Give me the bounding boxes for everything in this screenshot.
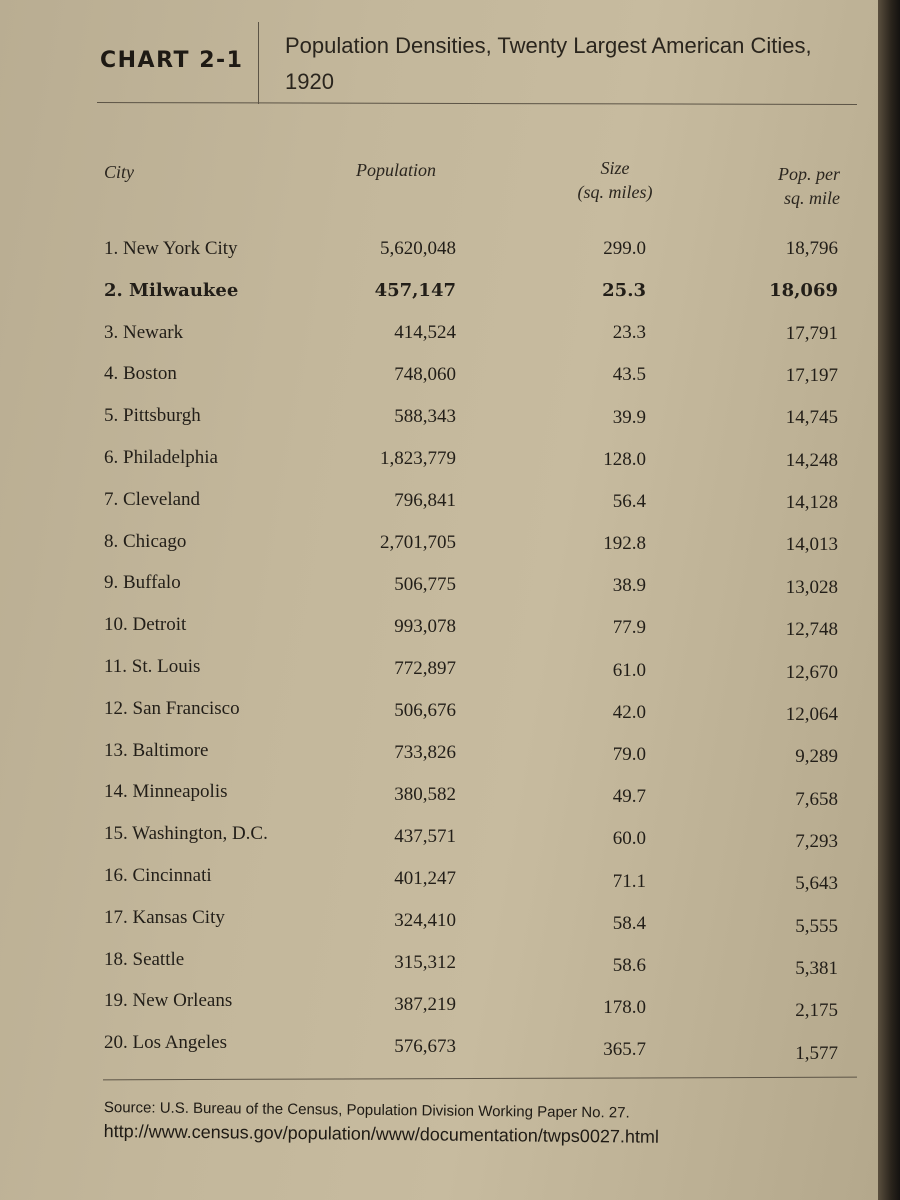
density-value: 5,643: [795, 873, 838, 895]
table-row: [0, 988, 878, 1022]
table-row: [0, 947, 878, 977]
city-name: 13. Baltimore: [104, 739, 209, 761]
size-value: 71.1: [612, 870, 646, 892]
size-value: 128.0: [603, 448, 646, 470]
size-value: 365.7: [603, 1039, 646, 1061]
density-value: 12,064: [785, 703, 838, 725]
population-value: 437,571: [394, 825, 456, 847]
density-value: 7,658: [795, 788, 838, 810]
population-value: 506,676: [394, 699, 456, 721]
city-name: 1. New York City: [104, 238, 238, 259]
density-value: 18,069: [769, 280, 838, 302]
size-value: 49.7: [612, 786, 646, 808]
column-header-size-line2: (sq. miles): [577, 182, 653, 202]
chart-title-line2: 1920: [285, 69, 334, 94]
table-row: [0, 278, 878, 308]
population-value: 401,247: [394, 867, 456, 889]
size-value: 38.9: [612, 575, 646, 597]
population-value: 576,673: [394, 1035, 456, 1057]
city-name: 20. Los Angeles: [104, 1032, 227, 1054]
density-value: 14,128: [785, 492, 838, 514]
population-value: 1,823,779: [380, 447, 456, 469]
size-value: 56.4: [612, 490, 646, 512]
population-value: 5,620,048: [380, 238, 456, 259]
density-value: 5,555: [795, 915, 838, 937]
table-row: [0, 570, 878, 600]
density-value: 12,670: [785, 661, 838, 683]
column-header-density-line2: sq. mile: [784, 188, 840, 208]
population-value: 380,582: [394, 783, 456, 805]
book-spine-shadow: [878, 0, 900, 1200]
city-name: 5. Pittsburgh: [104, 405, 201, 427]
population-value: 588,343: [394, 405, 456, 427]
size-value: 61.0: [612, 659, 646, 681]
population-value: 506,775: [394, 573, 456, 595]
table-row: [0, 654, 878, 684]
table-row: [0, 821, 878, 851]
table-row: [0, 236, 878, 266]
size-value: 192.8: [603, 533, 646, 555]
population-value: 796,841: [394, 489, 456, 511]
population-value: 324,410: [394, 909, 456, 931]
city-name: 8. Chicago: [104, 530, 187, 552]
source-note: [104, 1097, 864, 1151]
population-value: 414,524: [394, 321, 456, 343]
table-row: [0, 779, 878, 809]
population-value: 772,897: [394, 657, 456, 679]
city-name: 11. St. Louis: [104, 656, 201, 677]
size-value: 58.6: [612, 954, 646, 976]
city-name: 19. New Orleans: [104, 990, 233, 1012]
table-row: [0, 905, 878, 935]
table-row: [0, 863, 878, 893]
size-value: 39.9: [612, 406, 646, 428]
table-row: [0, 738, 878, 768]
size-value: 79.0: [612, 743, 646, 765]
column-header-population: Population: [356, 160, 436, 180]
density-value: 2,175: [795, 1000, 838, 1022]
population-value: 2,701,705: [380, 531, 456, 553]
city-name: 9. Buffalo: [104, 572, 181, 594]
table-row: [0, 696, 878, 726]
size-value: 178.0: [603, 996, 646, 1018]
column-header-city: City: [104, 162, 134, 182]
table-row: [0, 445, 878, 475]
density-value: 13,028: [785, 576, 838, 598]
city-name: 6. Philadelphia: [104, 447, 218, 468]
city-name: 14. Minneapolis: [104, 781, 228, 803]
size-value: 43.5: [612, 364, 646, 386]
density-value: 5,381: [795, 957, 838, 979]
table-row: [0, 361, 878, 391]
chart-label: CHART 2-1: [100, 48, 244, 73]
table-row: [0, 612, 878, 642]
density-value: 12,748: [785, 619, 838, 641]
city-name: 12. San Francisco: [104, 697, 240, 719]
table-row: [0, 1030, 878, 1064]
density-value: 9,289: [795, 746, 838, 768]
density-value: 18,796: [785, 238, 838, 259]
table-row: [0, 529, 878, 559]
size-value: 23.3: [612, 322, 646, 344]
density-value: 1,577: [795, 1042, 838, 1064]
city-name: 7. Cleveland: [104, 488, 201, 510]
population-value: 733,826: [394, 741, 456, 763]
density-value: 17,197: [785, 365, 838, 387]
population-value: 315,312: [394, 951, 456, 973]
city-name: 16. Cincinnati: [104, 865, 212, 886]
density-value: 17,791: [785, 322, 838, 344]
city-name: 3. Newark: [104, 321, 184, 343]
density-value: 14,745: [785, 407, 838, 429]
population-value: 387,219: [394, 993, 456, 1015]
size-value: 77.9: [612, 617, 646, 639]
city-name: 17. Kansas City: [104, 906, 225, 928]
population-value: 748,060: [394, 363, 456, 385]
size-value: 58.4: [612, 912, 646, 934]
size-value: 42.0: [612, 701, 646, 723]
city-name: 4. Boston: [104, 363, 177, 385]
size-value: 25.3: [602, 280, 646, 302]
table-row: [0, 487, 878, 517]
population-value: 457,147: [374, 279, 456, 301]
column-header-density-line1: Pop. per: [778, 164, 840, 184]
density-value: 14,248: [785, 449, 838, 471]
city-name: 15. Washington, D.C.: [104, 823, 268, 845]
size-value: 60.0: [612, 828, 646, 850]
source-url: http://www.census.gov/population/www/documentation/twps0027.html: [103, 1120, 660, 1147]
table-row: [0, 403, 878, 433]
size-value: 299.0: [603, 238, 646, 259]
source-citation: Source: U.S. Bureau of the Census, Population Division Working Paper No. 27.: [103, 1098, 630, 1122]
table-row: [0, 320, 878, 350]
column-header-size-line1: Size: [600, 158, 630, 178]
density-value: 7,293: [795, 830, 838, 852]
population-value: 993,078: [394, 615, 456, 637]
chart-title-line1: Population Densities, Twenty Largest American Cities,: [285, 33, 812, 58]
city-name: 18. Seattle: [104, 948, 185, 970]
city-name: 10. Detroit: [104, 614, 187, 636]
density-value: 14,013: [785, 534, 838, 556]
city-name: 2. Milwaukee: [104, 279, 239, 301]
